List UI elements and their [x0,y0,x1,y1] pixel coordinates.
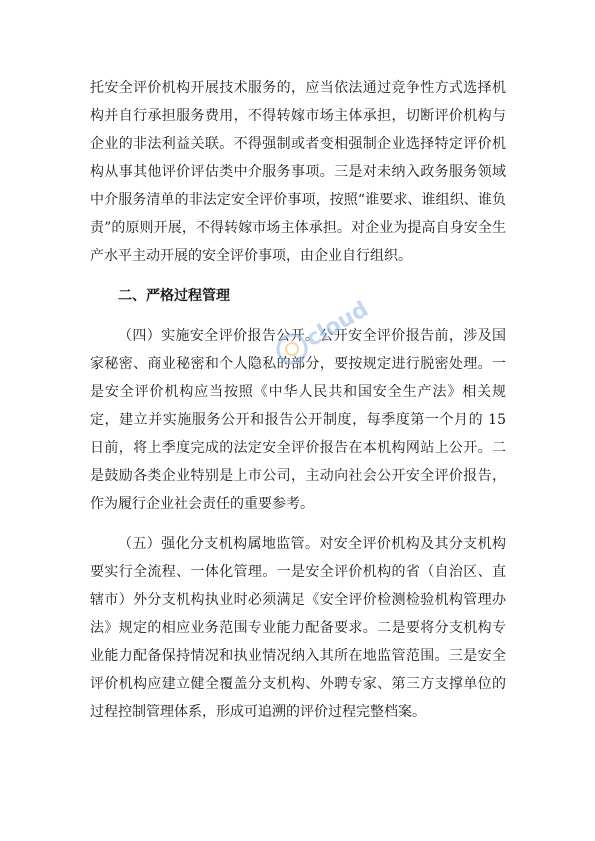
paragraph-item-4: （四）实施安全评价报告公开。公开安全评价报告前，涉及国家秘密、商业秘密和个人隐私的部分，要按规定进行脱密处理。一是安全评价机构应当按照《中华人民共和国安全生产法》相关规定，建立并实施服务公开和报告公开制度，每季度第一个月的 15 日前，将上季度完成的法定安全评价报告在本机构网站上公开。二是鼓励各类企业特别是上市公司，主动向社会公开安全评价报告，作为履行企业社会责任的重要参考。 [90,328,506,512]
watermark-text: cloud [302,296,373,353]
paragraph-item-5: （五）强化分支机构属地监管。对安全评价机构及其分支机构要实行全流程、一体化管理。一是安全评价机构的省（自治区、直辖市）外分支机构执业时必须满足《安全评价检测检验机构管理办法》规定的相应业务范围专业能力配备要求。二是要将分支机构专业能力配备保持情况和执业情况纳入其所在地监管范围。三是安全评价机构应建立健全覆盖分支机构、外聘专家、第三方支撑单位的过程控制管理体系，形成可追溯的评价过程完整档案。 [90,536,506,720]
paragraph-continuation: 托安全评价机构开展技术服务的，应当依法通过竞争性方式选择机构并自行承担服务费用，不得转嫁市场主体承担，切断评价机构与企业的非法利益关联。不得强制或者变相强制企业选择特定评价机构从事其他评价评估类中介服务事项。三是对未纳入政务服务领域中介服务清单的非法定安全评价事项，按照“谁要求、谁组织、谁负责”的原则开展，不得转嫁市场主体承担。对企业为提高自身安全生产水平主动开展的安全评价事项，由企业自行组织。 [90,80,506,264]
section-heading-2: 二、严格过程管理 [118,288,230,304]
document-body [90,74,506,726]
